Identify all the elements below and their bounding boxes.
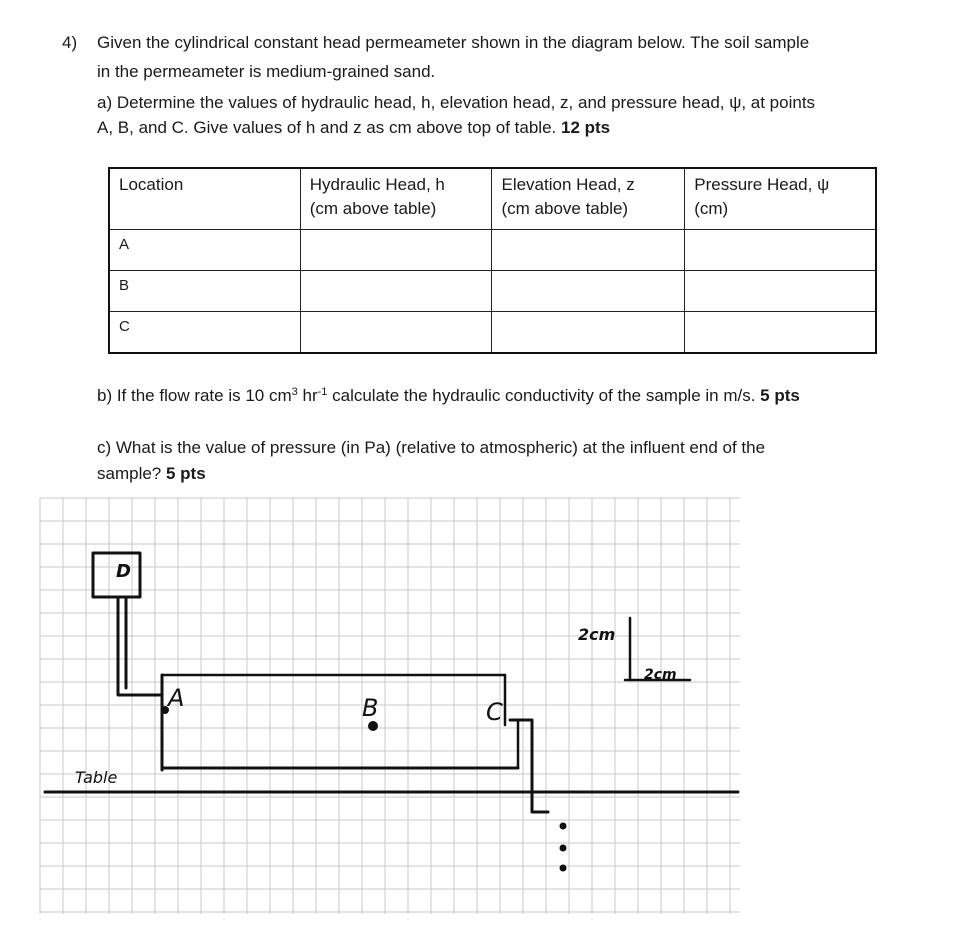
label-scale-horizontal: 2cm xyxy=(644,667,677,683)
part-c-line1: c) What is the value of pressure (in Pa) (relative to atmospheric) at the influent end of the xyxy=(97,438,766,457)
part-c-line2 xyxy=(97,464,206,484)
part-b-text-before: b) If the flow rate is 10 cm xyxy=(97,386,292,405)
cell-z-c[interactable] xyxy=(492,312,685,354)
header-hydraulic-head xyxy=(300,168,492,230)
question-number: 4) xyxy=(62,33,78,52)
part-a-line2 xyxy=(97,118,610,138)
header-elevation-head xyxy=(492,168,685,230)
question-text-line2: in the permeameter is medium-grained sand. xyxy=(97,62,436,81)
outlet-tube xyxy=(510,720,548,812)
cell-h-b[interactable] xyxy=(300,271,492,312)
part-a-line2-text: A, B, and C. Give values of h and z as cm above top of table. xyxy=(97,118,557,137)
part-b-sup1: 3 xyxy=(291,386,298,398)
cell-psi-b[interactable] xyxy=(685,271,876,312)
label-table: Table xyxy=(75,768,118,787)
part-c-points: 5 pts xyxy=(166,464,206,483)
cell-h-c[interactable] xyxy=(300,312,492,354)
part-b-points: 5 pts xyxy=(760,386,800,405)
table-header-row xyxy=(109,168,876,230)
label-a: A xyxy=(168,684,185,712)
row-label-b: B xyxy=(109,271,300,312)
part-b-text-mid: hr xyxy=(297,386,318,405)
cell-psi-c[interactable] xyxy=(685,312,876,354)
graph-paper-grid xyxy=(40,498,740,914)
cell-h-a[interactable] xyxy=(300,230,492,271)
label-c: C xyxy=(486,698,503,726)
cell-z-a[interactable] xyxy=(492,230,685,271)
cell-psi-a[interactable] xyxy=(685,230,876,271)
part-b-text-after: calculate the hydraulic conductivity of the sample in m/s. xyxy=(327,386,756,405)
header-location xyxy=(109,168,300,230)
header-hydraulic-line2: (cm above table) xyxy=(309,199,437,218)
drip-drop-1 xyxy=(560,823,567,830)
measurement-points xyxy=(161,706,567,872)
header-hydraulic-line1: Hydraulic Head, h xyxy=(309,175,445,194)
part-b-text xyxy=(97,386,800,406)
header-elevation-line1: Elevation Head, z xyxy=(501,175,635,194)
part-a-line1: a) Determine the values of hydraulic head, h, elevation head, z, and pressure head, ψ, at points xyxy=(97,93,816,112)
row-label-c: C xyxy=(109,312,300,354)
header-location-label: Location xyxy=(119,175,184,194)
table-row xyxy=(109,312,876,354)
label-d: D xyxy=(116,561,131,582)
table-row xyxy=(109,230,876,271)
permeameter-diagram xyxy=(0,490,971,930)
drip-drop-2 xyxy=(560,845,567,852)
cell-z-b[interactable] xyxy=(492,271,685,312)
header-elevation-line2: (cm above table) xyxy=(501,199,629,218)
label-scale-vertical: 2cm xyxy=(578,625,616,644)
drip-drop-3 xyxy=(560,865,567,872)
part-a-points: 12 pts xyxy=(561,118,611,137)
question-text-line1: Given the cylindrical constant head permeameter shown in the diagram below. The soil sample xyxy=(97,33,810,52)
point-b-dot xyxy=(368,721,378,731)
header-pressure-line2: (cm) xyxy=(694,199,729,218)
part-b-sup2: -1 xyxy=(317,386,328,398)
header-pressure-line1: Pressure Head, ψ xyxy=(694,175,830,194)
part-c-line2-text: sample? xyxy=(97,464,162,483)
row-label-a: A xyxy=(109,230,300,271)
heads-table xyxy=(108,167,877,354)
header-pressure-head xyxy=(685,168,876,230)
table-row xyxy=(109,271,876,312)
label-b: B xyxy=(362,694,379,722)
